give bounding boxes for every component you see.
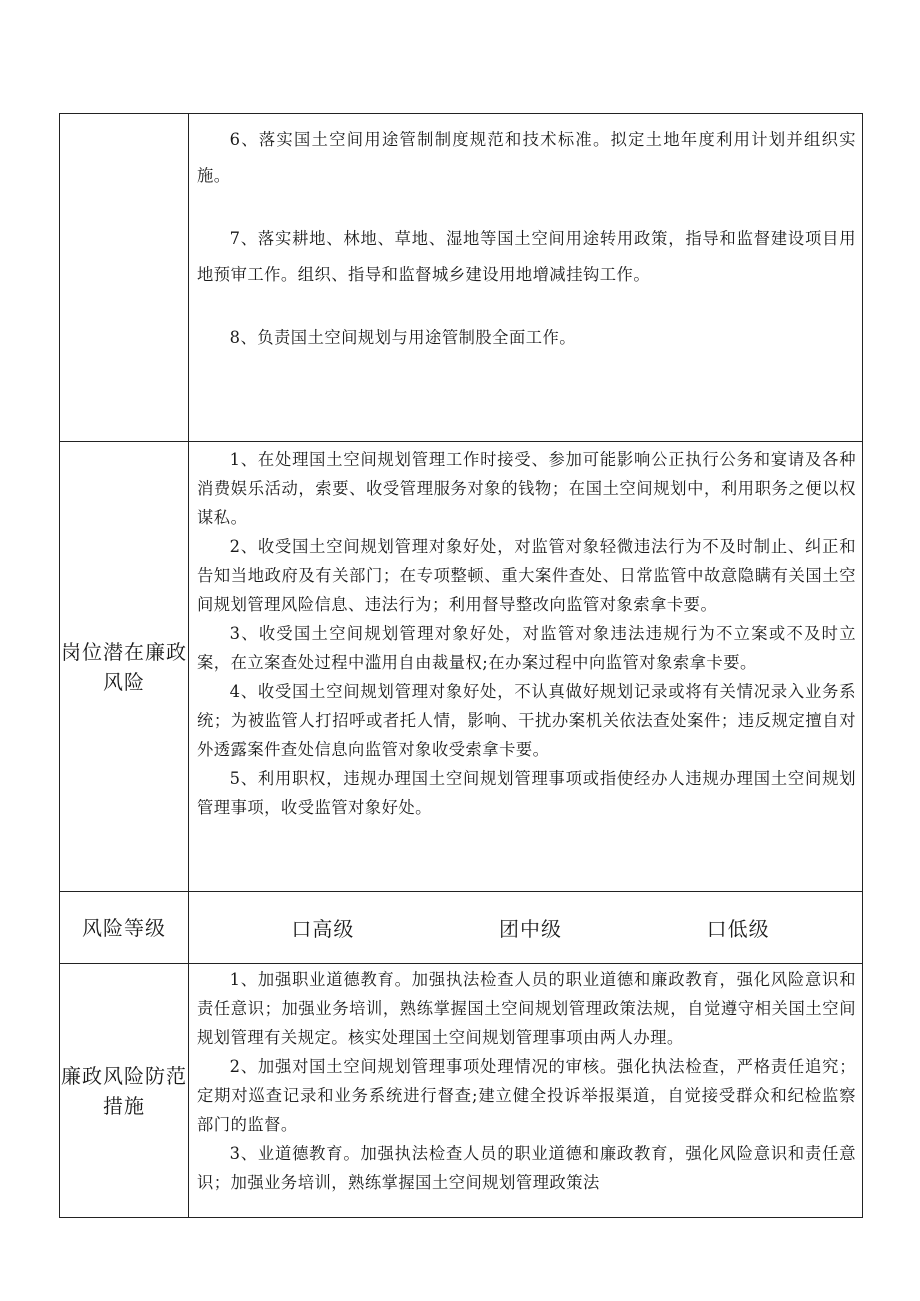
risk-label: 岗位潜在廉政风险 <box>60 442 189 892</box>
duty-item: 8、负责国土空间规划与用途管制股全面工作。 <box>229 328 577 347</box>
level-low-box: 口 <box>706 917 728 941</box>
duty-item: 6、落实国土空间用途管制制度规范和技术标准。拟定土地年度利用计划并组织实施。 <box>197 130 856 185</box>
measure-item: 1、加强职业道德教育。加强执法检查人员的职业道德和廉政教育，强化风险意识和责任意识；加强业务培训，熟练掌握国土空间规划管理政策法规，自觉遵守相关国土空间规划管理有关规定。核实处理国土空间规划管理事项由两人办理。 <box>197 970 856 1047</box>
risk-content-cell <box>189 442 863 892</box>
measures-content-cell <box>189 964 863 1218</box>
level-high-box: 口 <box>291 917 313 941</box>
level-low-text: 低级 <box>727 917 770 941</box>
level-high-text: 高级 <box>312 917 355 941</box>
duties-content-cell <box>189 114 863 442</box>
duties-label-cell <box>60 114 189 442</box>
level-option-low[interactable] <box>707 913 770 942</box>
measures-label: 廉政风险防范措施 <box>60 964 189 1218</box>
level-option-medium[interactable] <box>499 913 562 942</box>
level-option-high[interactable] <box>291 913 354 942</box>
risk-level-label: 风险等级 <box>60 892 189 964</box>
measures-row <box>60 964 863 1218</box>
level-medium-text: 中级 <box>519 917 562 941</box>
measure-item: 3、业道德教育。加强执法检查人员的职业道德和廉政教育，强化风险意识和责任意识；加强业务培训，熟练掌握国土空间规划管理政策法 <box>197 1144 856 1192</box>
duties-row <box>60 114 863 442</box>
risk-level-row <box>60 892 863 964</box>
risk-item: 3、收受国土空间规划管理对象好处，对监管对象违法违规行为不立案或不及时立案，在立案查处过程中滥用自由裁量权;在办案过程中向监管对象索拿卡要。 <box>197 624 856 672</box>
measure-item: 2、加强对国土空间规划管理事项处理情况的审核。强化执法检查，严格责任追究；定期对巡查记录和业务系统进行督查;建立健全投诉举报渠道，自觉接受群众和纪检监察部门的监督。 <box>197 1057 856 1134</box>
risk-item: 1、在处理国土空间规划管理工作时接受、参加可能影响公正执行公务和宴请及各种消费娱乐活动，索要、收受管理服务对象的钱物；在国土空间规划中，利用职务之便以权谋私。 <box>197 450 856 527</box>
duty-risk-table <box>59 113 863 1218</box>
duty-item: 7、落实耕地、林地、草地、湿地等国土空间用途转用政策，指导和监督建设项目用地预审工作。组织、指导和监督城乡建设用地增减挂钩工作。 <box>197 229 856 284</box>
risk-item: 5、利用职权，违规办理国土空间规划管理事项或指使经办人违规办理国土空间规划管理事项，收受监管对象好处。 <box>197 769 856 817</box>
risk-row <box>60 442 863 892</box>
risk-level-options-cell <box>189 892 863 964</box>
risk-item: 2、收受国土空间规划管理对象好处，对监管对象轻微违法行为不及时制止、纠正和告知当地政府及有关部门；在专项整顿、重大案件查处、日常监管中故意隐瞒有关国土空间规划管理风险信息、违法行为；利用督导整改向监管对象索拿卡要。 <box>197 537 856 614</box>
risk-item: 4、收受国土空间规划管理对象好处，不认真做好规划记录或将有关情况录入业务系统；为被监管人打招呼或者托人情，影响、干扰办案机关依法查处案件；违反规定擅自对外透露案件查处信息向监管对象收受索拿卡要。 <box>197 682 856 759</box>
level-medium-box: 团 <box>498 917 520 941</box>
